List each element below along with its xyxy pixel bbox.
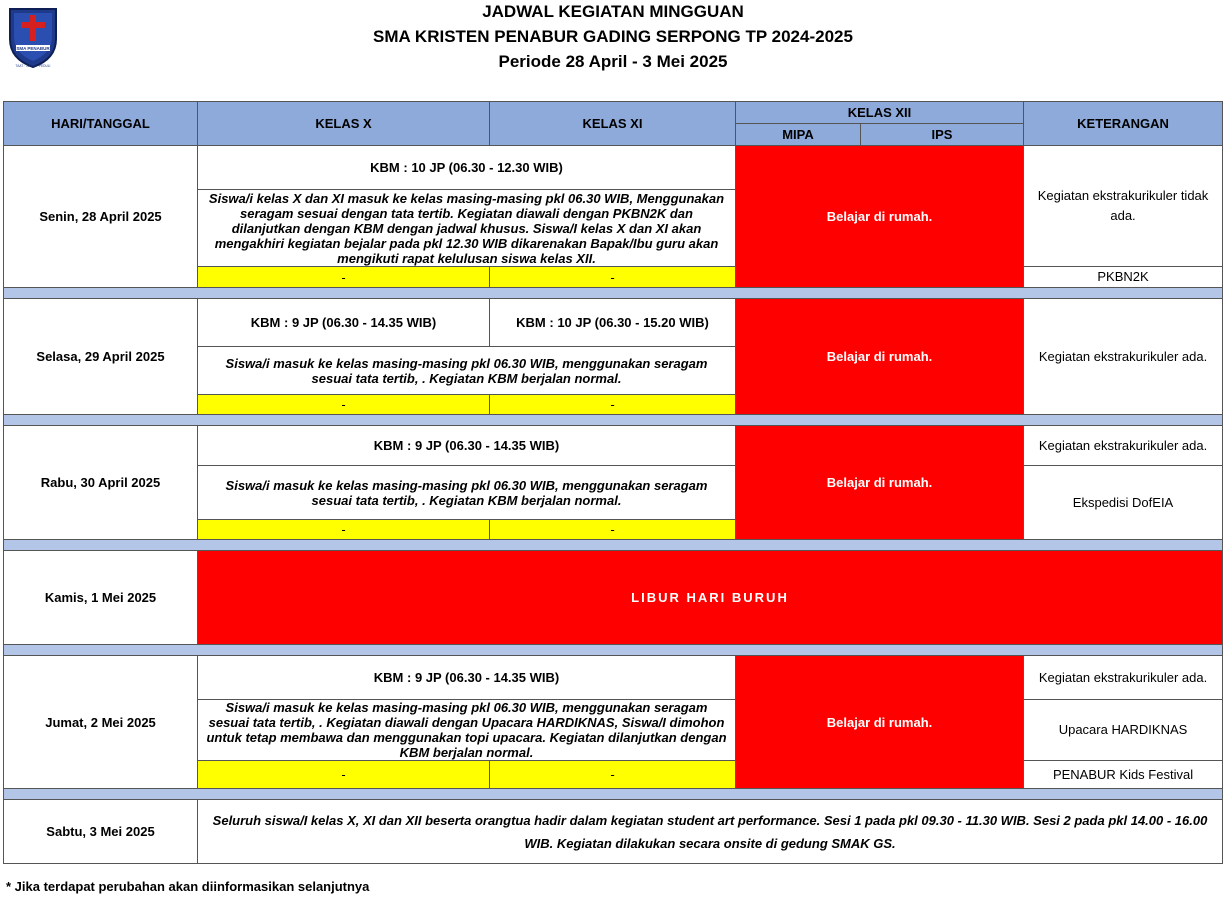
kelas-x-note-rabu: - bbox=[198, 520, 490, 540]
page-subtitle: SMA KRISTEN PENABUR GADING SERPONG TP 2024-2025 bbox=[373, 27, 853, 46]
row-separator bbox=[4, 645, 1223, 656]
kelas-xii-status-senin: Belajar di rumah. bbox=[736, 146, 1024, 288]
keterangan-senin-ekskul: Kegiatan ekstrakurikuler tidak ada. bbox=[1024, 146, 1223, 267]
day-label-selasa: Selasa, 29 April 2025 bbox=[4, 299, 198, 415]
day-label-rabu: Rabu, 30 April 2025 bbox=[4, 426, 198, 540]
day-label-kamis: Kamis, 1 Mei 2025 bbox=[4, 551, 198, 645]
kbm-jumat: KBM : 9 JP (06.30 - 14.35 WIB) bbox=[198, 656, 736, 700]
kbm-kelas-x-selasa: KBM : 9 JP (06.30 - 14.35 WIB) bbox=[198, 299, 490, 347]
keterangan-jumat-ekskul: Kegiatan ekstrakurikuler ada. bbox=[1024, 656, 1223, 700]
keterangan-senin-kegiatan: PKBN2K bbox=[1024, 267, 1223, 288]
page-header bbox=[0, 0, 1226, 96]
row-separator bbox=[4, 540, 1223, 551]
keterangan-jumat-festival: PENABUR Kids Festival bbox=[1024, 761, 1223, 789]
keterangan-rabu-kegiatan: Ekspedisi DofEIA bbox=[1024, 466, 1223, 540]
col-header-keterangan: KETERANGAN bbox=[1024, 102, 1223, 146]
kbm-kelas-xi-selasa: KBM : 10 JP (06.30 - 15.20 WIB) bbox=[490, 299, 736, 347]
description-senin: Siswa/i kelas X dan XI masuk ke kelas masing-masing pkl 06.30 WIB, Menggunakan seragam sesuai dengan tata tertib. Kegiatan diawali dengan PKBN2K dan dilanjutkan dengan KBM dengan jadwal khusus. Siswa/I kelas X dan XI akan mengakhiri kegiatan bejalar pada pkl 12.30 WIB dikarenakan Bapak/Ibu guru akan mengikuti rapat kelulusan siswa kelas XII. bbox=[198, 190, 736, 267]
col-header-day: HARI/TANGGAL bbox=[4, 102, 198, 146]
day-label-jumat: Jumat, 2 Mei 2025 bbox=[4, 656, 198, 789]
keterangan-jumat-upacara: Upacara HARDIKNAS bbox=[1024, 700, 1223, 761]
row-separator bbox=[4, 415, 1223, 426]
col-header-mipa: MIPA bbox=[736, 124, 861, 146]
kelas-xi-note-jumat: - bbox=[490, 761, 736, 789]
kelas-xii-status-rabu: Belajar di rumah. bbox=[736, 426, 1024, 540]
table-row-senin bbox=[4, 146, 1223, 190]
keterangan-selasa-ekskul: Kegiatan ekstrakurikuler ada. bbox=[1024, 299, 1223, 415]
description-sabtu: Seluruh siswa/I kelas X, XI dan XII beserta orangtua hadir dalam kegiatan student art performance. Sesi 1 pada pkl 09.30 - 11.30 WIB. Sesi 2 pada pkl 14.00 - 16.00 WIB. Kegiatan dilakukan secara onsite di gedung SMAK GS. bbox=[198, 800, 1223, 864]
col-header-ips: IPS bbox=[861, 124, 1024, 146]
day-label-senin: Senin, 28 April 2025 bbox=[4, 146, 198, 288]
description-rabu: Siswa/i masuk ke kelas masing-masing pkl 06.30 WIB, menggunakan seragam sesuai tata tertib, . Kegiatan KBM berjalan normal. bbox=[198, 466, 736, 520]
kelas-xii-status-selasa: Belajar di rumah. bbox=[736, 299, 1024, 415]
logo-text: SMA PENABUR bbox=[16, 46, 50, 51]
kbm-senin: KBM : 10 JP (06.30 - 12.30 WIB) bbox=[198, 146, 736, 190]
col-header-kelas-xii: KELAS XII bbox=[736, 102, 1024, 124]
kelas-xi-note-senin: - bbox=[490, 267, 736, 288]
kbm-rabu: KBM : 9 JP (06.30 - 14.35 WIB) bbox=[198, 426, 736, 466]
period-label: Periode 28 April - 3 Mei 2025 bbox=[498, 52, 728, 71]
kelas-x-note-senin: - bbox=[198, 267, 490, 288]
holiday-banner-kamis: LIBUR HARI BURUH bbox=[198, 551, 1223, 645]
keterangan-rabu-ekskul: Kegiatan ekstrakurikuler ada. bbox=[1024, 426, 1223, 466]
table-row-selasa bbox=[4, 299, 1223, 347]
table-row-kamis bbox=[4, 551, 1223, 645]
kelas-x-note-jumat: - bbox=[198, 761, 490, 789]
table-row-rabu bbox=[4, 426, 1223, 466]
description-jumat: Siswa/i masuk ke kelas masing-masing pkl 06.30 WIB, menggunakan seragam sesuai tata tertib, . Kegiatan diawali dengan Upacara HARDIKNAS, Siswa/I dimohon untuk tetap membawa dan menggunakan topi upacara. Kegiatan dilanjutkan dengan KBM berjalan normal. bbox=[198, 700, 736, 761]
row-separator bbox=[4, 789, 1223, 800]
page-title: JADWAL KEGIATAN MINGGUAN bbox=[482, 2, 744, 21]
kelas-xi-note-selasa: - bbox=[490, 395, 736, 415]
row-separator bbox=[4, 288, 1223, 299]
col-header-kelas-xi: KELAS XI bbox=[490, 102, 736, 146]
footnote: * Jika terdapat perubahan akan diinformasikan selanjutnya bbox=[6, 879, 370, 894]
kelas-xi-note-rabu: - bbox=[490, 520, 736, 540]
schedule-table bbox=[3, 101, 1223, 864]
logo-motto: TAAT · JUJUR · PEDULI bbox=[15, 64, 51, 68]
kelas-xii-status-jumat: Belajar di rumah. bbox=[736, 656, 1024, 789]
table-row-jumat bbox=[4, 656, 1223, 700]
description-selasa: Siswa/i masuk ke kelas masing-masing pkl 06.30 WIB, menggunakan seragam sesuai tata tertib, . Kegiatan KBM berjalan normal. bbox=[198, 347, 736, 395]
kelas-x-note-selasa: - bbox=[198, 395, 490, 415]
table-row-sabtu bbox=[4, 800, 1223, 864]
day-label-sabtu: Sabtu, 3 Mei 2025 bbox=[4, 800, 198, 864]
col-header-kelas-x: KELAS X bbox=[198, 102, 490, 146]
